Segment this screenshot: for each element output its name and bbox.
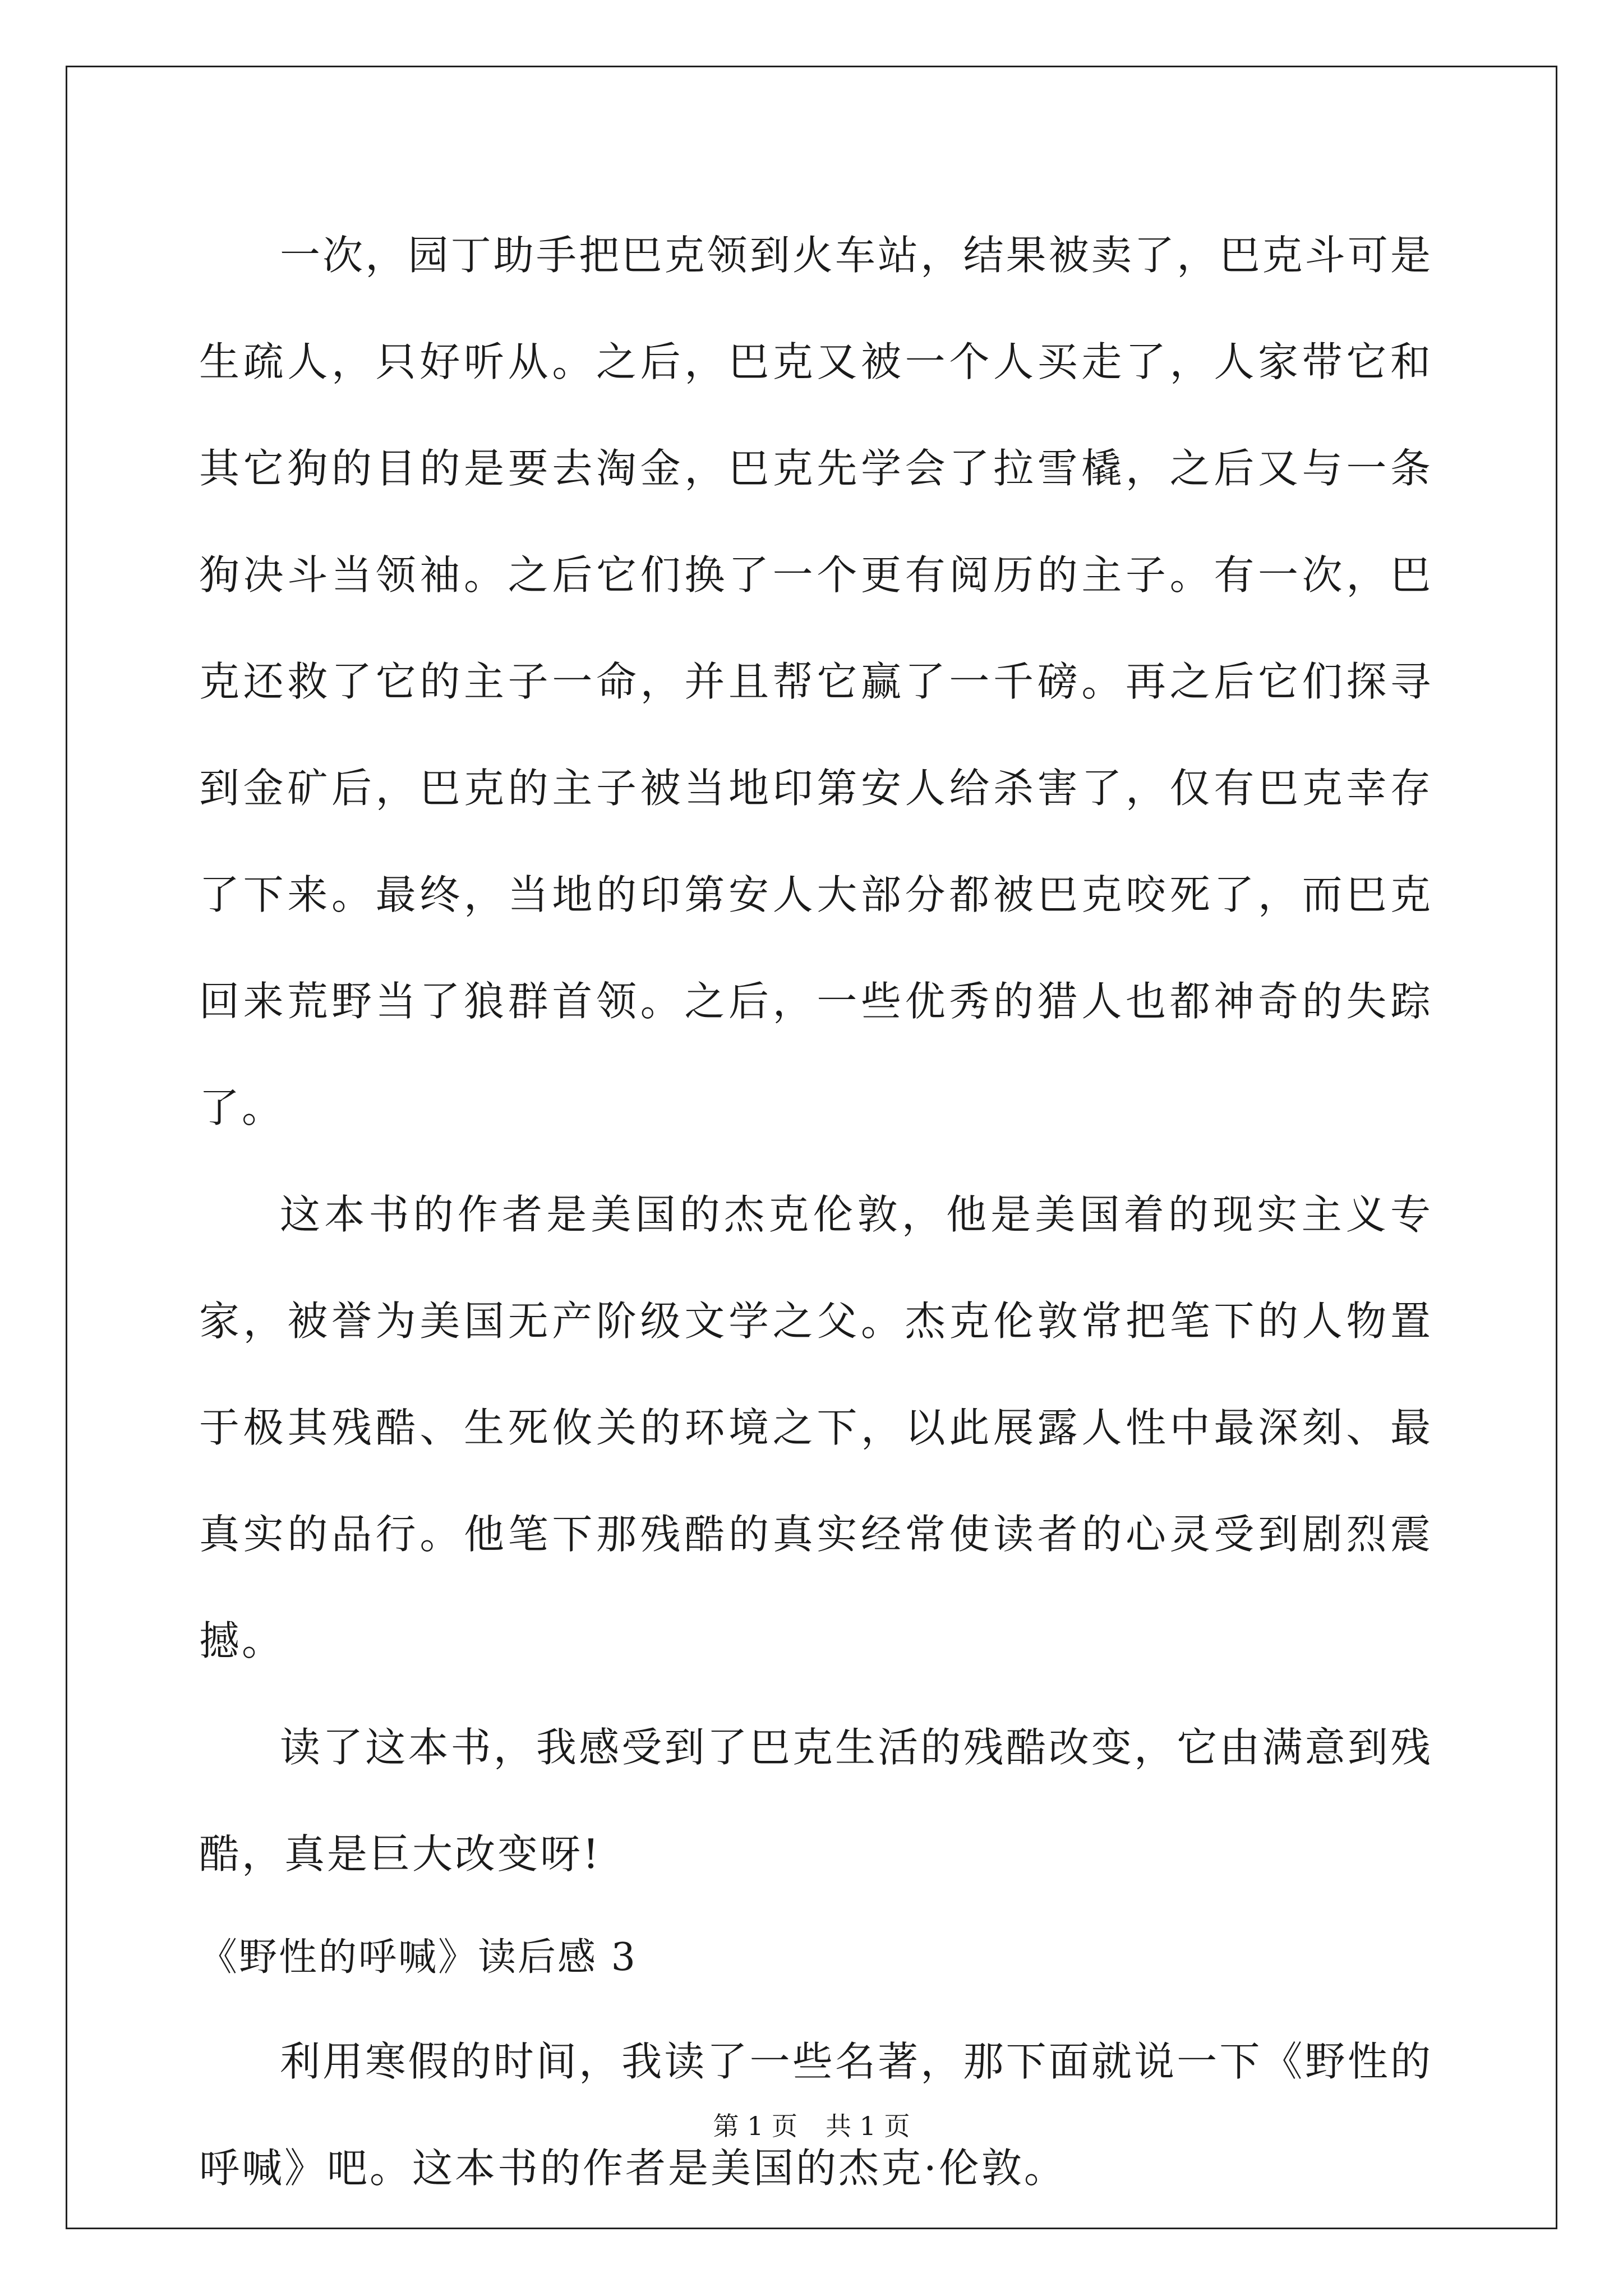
page-number-total: 共 1 页 xyxy=(826,2111,910,2141)
page-number-current: 第 1 页 xyxy=(713,2111,797,2141)
paragraph-story-summary: 一次，园丁助手把巴克领到火车站，结果被卖了，巴克斗可是生疏人，只好听从。之后，巴克又被一个人买走了，人家带它和其它狗的目的是要去淘金，巴克先学会了拉雪橇，之后又与一条狗决斗当领袖。之后它们换了一个更有阅历的主子。有一次，巴克还救了它的主子一命，并且帮它赢了一千磅。再之后它们探寻到金矿后，巴克的主子被当地印第安人给杀害了，仅有巴克幸存了下来。最终，当地的印第安人大部分都被巴克咬死了，而巴克回来荒野当了狼群首领。之后，一些优秀的猎人也都神奇的失踪了。 xyxy=(199,232,1433,1131)
section-title: 《野性的呼喊》读后感 3 xyxy=(199,1935,637,1980)
page-footer xyxy=(0,2109,1623,2143)
document-body xyxy=(199,202,1433,2221)
paragraph-essay-3-intro: 利用寒假的时间，我读了一些名著，那下面就说一下《野性的呼喊》吧。这本书的作者是美国的杰克·伦敦。 xyxy=(199,2038,1433,2192)
paragraph-reflection: 读了这本书，我感受到了巴克生活的残酷改变，它由满意到残酷，真是巨大改变呀! xyxy=(199,1724,1433,1878)
paragraph-author-intro: 这本书的作者是美国的杰克伦敦，他是美国着的现实主义专家，被誉为美国无产阶级文学之父。杰克伦敦常把笔下的人物置于极其残酷、生死攸关的环境之下，以此展露人性中最深刻、最真实的品行。他笔下那残酷的真实经常使读者的心灵受到剧烈震撼。 xyxy=(199,1191,1433,1664)
